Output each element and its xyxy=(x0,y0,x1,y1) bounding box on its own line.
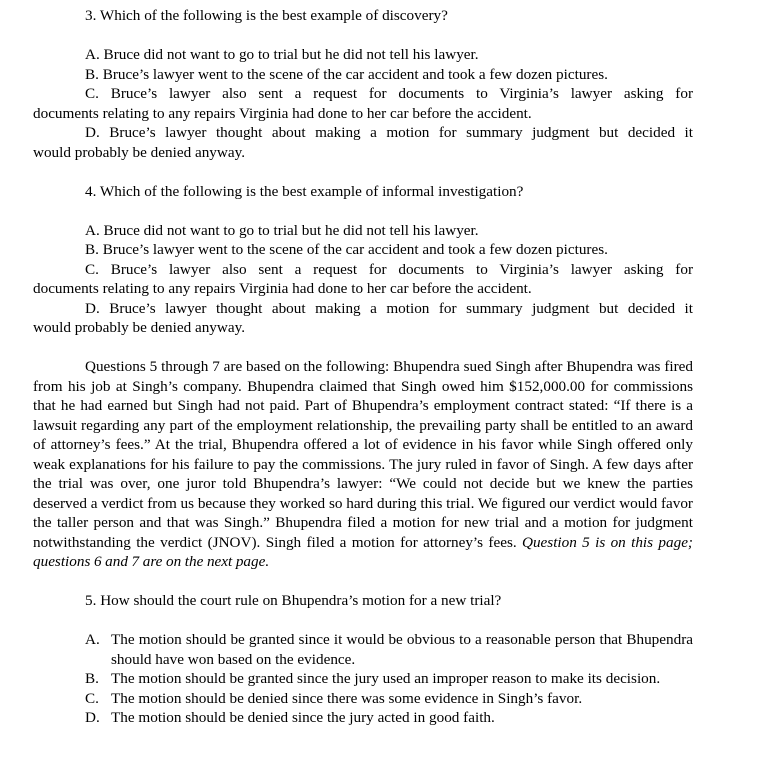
question-4-option-b: B. Bruce’s lawyer went to the scene of the car accident and took a few dozen pictures. xyxy=(85,241,608,258)
passage-note: Question 5 is on this page; questions 6 and 7 are on the next page. xyxy=(33,533,693,570)
question-5-option-d xyxy=(33,708,693,728)
question-3-option-c: C. Bruce’s lawyer also sent a request for documents to Virginia’s lawyer asking for xyxy=(85,85,693,102)
option-text: The motion should be denied since the jury acted in good faith. xyxy=(111,709,495,726)
question-4-option-d-cont: would probably be denied anyway. xyxy=(33,319,246,336)
question-4-option-a: A. Bruce did not want to go to trial but he did not tell his lawyer. xyxy=(85,221,479,239)
question-3-option-d-cont: would probably be denied anyway. xyxy=(33,143,246,161)
question-5-option-b xyxy=(33,669,693,689)
question-5-option-c xyxy=(33,689,693,709)
option-text: The motion should be denied since there was some evidence in Singh’s favor. xyxy=(111,689,583,707)
question-4-option-c-cont: documents relating to any repairs Virginia had done to her car before the accident. xyxy=(33,280,532,297)
question-3-option-a: A. Bruce did not want to go to trial but he did not tell his lawyer. xyxy=(85,46,479,63)
option-label: B. xyxy=(85,670,99,687)
question-4-stem: 4. Which of the following is the best example of informal investigation? xyxy=(85,182,524,200)
question-3-stem: 3. Which of the following is the best example of discovery? xyxy=(85,7,448,24)
option-label: C. xyxy=(85,689,99,707)
question-3-option-b: B. Bruce’s lawyer went to the scene of the car accident and took a few dozen pictures. xyxy=(85,65,608,83)
question-5-option-a xyxy=(33,630,693,669)
passage xyxy=(33,357,693,572)
question-4-option-d: D. Bruce’s lawyer thought about making a motion for summary judgment but decided it xyxy=(85,299,693,317)
option-text: The motion should be granted since the jury used an improper reason to make its decision. xyxy=(111,670,661,687)
question-3-option-d: D. Bruce’s lawyer thought about making a motion for summary judgment but decided it xyxy=(85,124,693,141)
question-3-option-c-cont: documents relating to any repairs Virginia had done to her car before the accident. xyxy=(33,104,532,122)
question-5-stem: 5. How should the court rule on Bhupendra’s motion for a new trial? xyxy=(85,592,502,609)
question-4-option-c: C. Bruce’s lawyer also sent a request for documents to Virginia’s lawyer asking for xyxy=(85,260,693,278)
option-text: The motion should be granted since it would be obvious to a reasonable person that Bhupendra should have won based on the evidence. xyxy=(111,631,693,668)
document-page xyxy=(33,6,693,728)
option-label: D. xyxy=(85,709,100,726)
passage-text: Questions 5 through 7 are based on the following: Bhupendra sued Singh after Bhupendra was fired from his job at Singh’s company. Bhupendra claimed that Singh owed him $152,000.00 for commissions that he had earned but Singh had not paid. Part of Bhupendra’s employment contract stated: “If there is a lawsuit regarding any part of the employment relationship, the prevailing party shall be entitled to an award of attorney’s fees.” At the trial, Bhupendra offered a lot of evidence in his favor while Singh offered only weak explanations for his failure to pay the commissions. The jury ruled in favor of Singh. A few days after the trial was over, one juror told Bhupendra’s lawyer: “We could not decide but we knew the parties deserved a verdict from us because they worked so hard during this trial. We figured our verdict would favor the taller person and that was Singh.” Bhupendra filed a motion for new trial and a motion for judgment notwithstanding the verdict (JNOV). Singh filed a motion for attorney’s fees. xyxy=(33,358,693,551)
option-label: A. xyxy=(85,631,100,648)
